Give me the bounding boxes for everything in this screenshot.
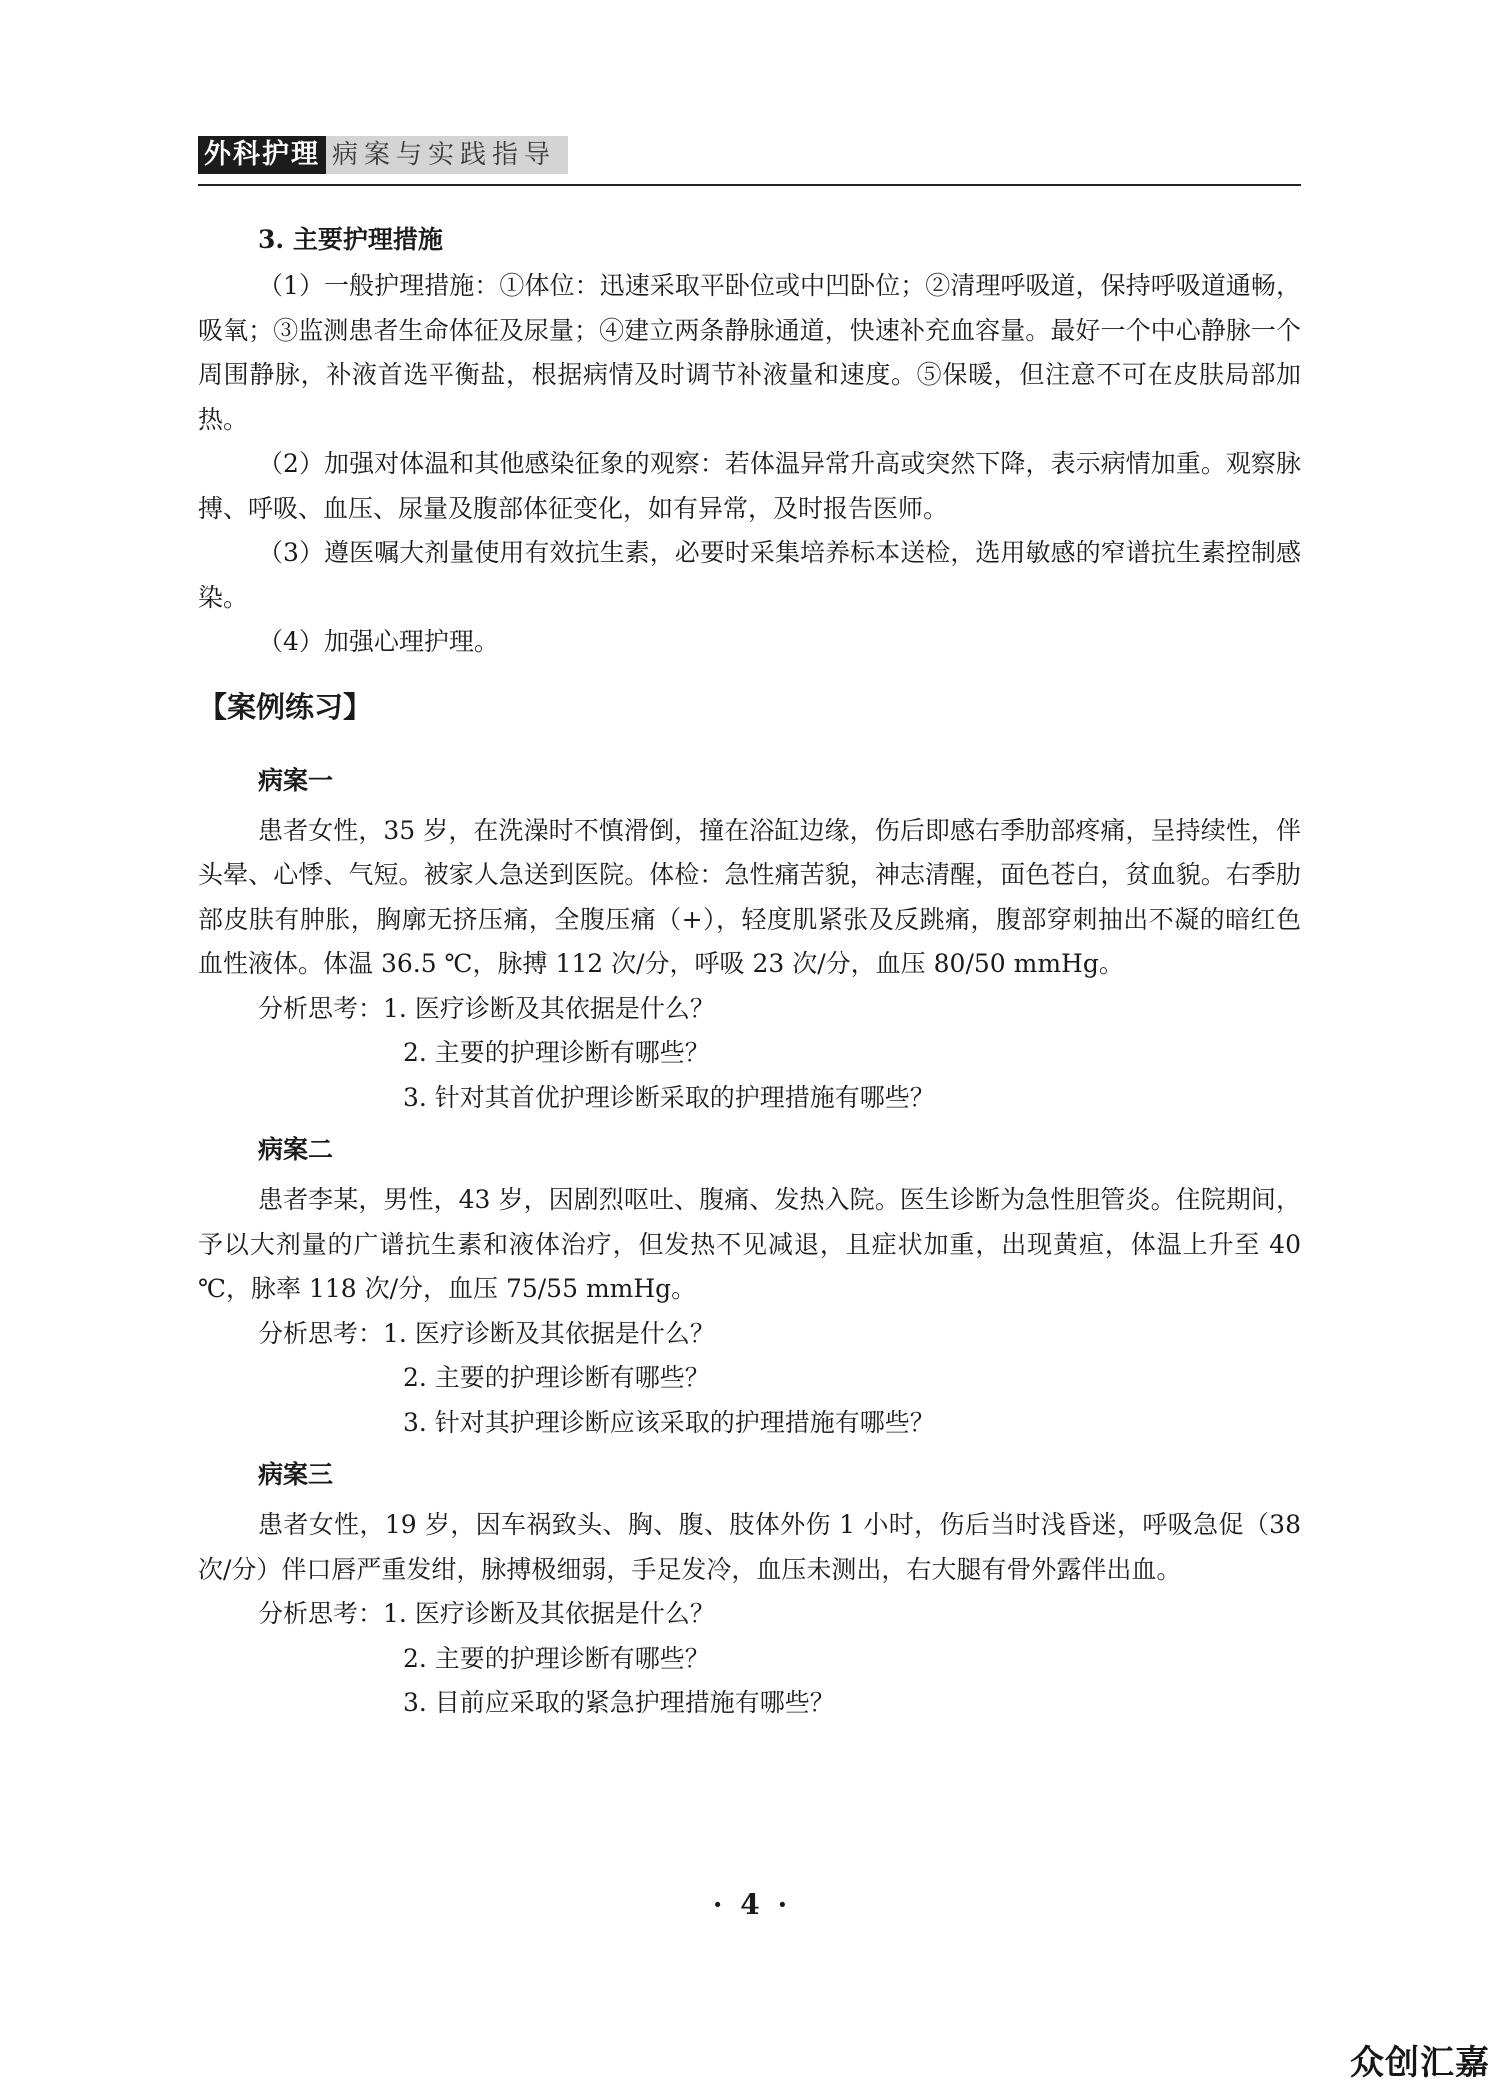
running-header [198, 136, 568, 174]
header-rule [198, 184, 1301, 186]
question-lead: 分析思考： [258, 1318, 384, 1348]
question-line [198, 1312, 1301, 1357]
paragraph: （4）加强心理护理。 [258, 627, 499, 656]
paragraph: （2）加强对体温和其他感染征象的观察：若体温异常升高或突然下降，表示病情加重。观察脉搏、呼吸、血压、尿量及腹部体征变化，如有异常，及时报告医师。 [198, 449, 1301, 523]
question-lead: 分析思考： [258, 1599, 384, 1628]
question-line [198, 987, 1301, 1032]
case-title: 病案一 [258, 765, 334, 795]
question-item: 1. 医疗诊断及其依据是什么？ [383, 1599, 715, 1628]
question-item: 3. 目前应采取的紧急护理措施有哪些？ [403, 1688, 835, 1717]
question-item: 2. 主要的护理诊断有哪些？ [403, 1643, 710, 1673]
question-item: 1. 医疗诊断及其依据是什么？ [383, 1318, 715, 1348]
analysis-questions [198, 987, 1301, 1121]
section-number: 3. [258, 225, 285, 254]
watermark-logo: 众创汇嘉 [1350, 2043, 1490, 2083]
section-heading [198, 218, 1301, 262]
header-title-main: 外科护理 [198, 136, 326, 174]
question-item: 1. 医疗诊断及其依据是什么？ [383, 993, 715, 1023]
case-title: 病案二 [258, 1135, 334, 1164]
analysis-questions [198, 1312, 1301, 1446]
paragraph: （3）遵医嘱大剂量使用有效抗生素，必要时采集培养标本送检，选用敏感的窄谱抗生素控制感染。 [198, 538, 1301, 612]
question-item: 3. 针对其首优护理诊断采取的护理措施有哪些？ [403, 1082, 935, 1112]
page-number: · 4 · [712, 1888, 792, 1921]
question-lead: 分析思考： [258, 993, 384, 1023]
paragraph: （1）一般护理措施：①体位：迅速采取平卧位或中凹卧位；②清理呼吸道，保持呼吸道通畅，吸氧；③监测患者生命体征及尿量；④建立两条静脉通道，快速补充血容量。最好一个中心静脉一个周围静脉，补液首选平衡盐，根据病情及时调节补液量和速度。⑤保暖，但注意不可在皮肤局部加热。 [198, 271, 1301, 434]
question-item: 2. 主要的护理诊断有哪些？ [403, 1038, 710, 1067]
analysis-questions [198, 1592, 1301, 1726]
case-title: 病案三 [258, 1460, 334, 1489]
case-text: 患者女性，19 岁，因车祸致头、胸、腹、肢体外伤 1 小时，伤后当时浅昏迷，呼吸急促（38 次/分）伴口唇严重发绀，脉搏极细弱，手足发冷，血压未测出，右大腿有骨外露伴出血。 [198, 1510, 1301, 1584]
question-item: 2. 主要的护理诊断有哪些？ [403, 1363, 710, 1392]
question-line [198, 1592, 1301, 1637]
practice-heading: 【案例练习】 [198, 689, 373, 724]
section-title: 主要护理措施 [292, 225, 443, 254]
header-title-sub: 病案与实践指导 [326, 136, 568, 174]
question-item: 3. 针对其护理诊断应该采取的护理措施有哪些？ [403, 1407, 935, 1437]
case-text: 患者李某，男性，43 岁，因剧烈呕吐、腹痛、发热入院。医生诊断为急性胆管炎。住院期间，予以大剂量的广谱抗生素和液体治疗，但发热不见减退，且症状加重，出现黄疸，体温上升至 40 ℃，脉率 118 次/分，血压 75/55 mmHg。 [198, 1185, 1301, 1303]
case-text: 患者女性，35 岁，在洗澡时不慎滑倒，撞在浴缸边缘，伤后即感右季肋部疼痛，呈持续性，伴头晕、心悸、气短。被家人急送到医院。体检：急性痛苦貌，神志清醒，面色苍白，贫血貌。右季肋部皮肤有肿胀，胸廓无挤压痛，全腹压痛（+），轻度肌紧张及反跳痛，腹部穿刺抽出不凝的暗红色血性液体。体温 36.5 ℃，脉搏 112 次/分，呼吸 23 次/分，血压 80/50 mmHg。 [198, 815, 1301, 978]
main-content [198, 218, 1301, 1734]
